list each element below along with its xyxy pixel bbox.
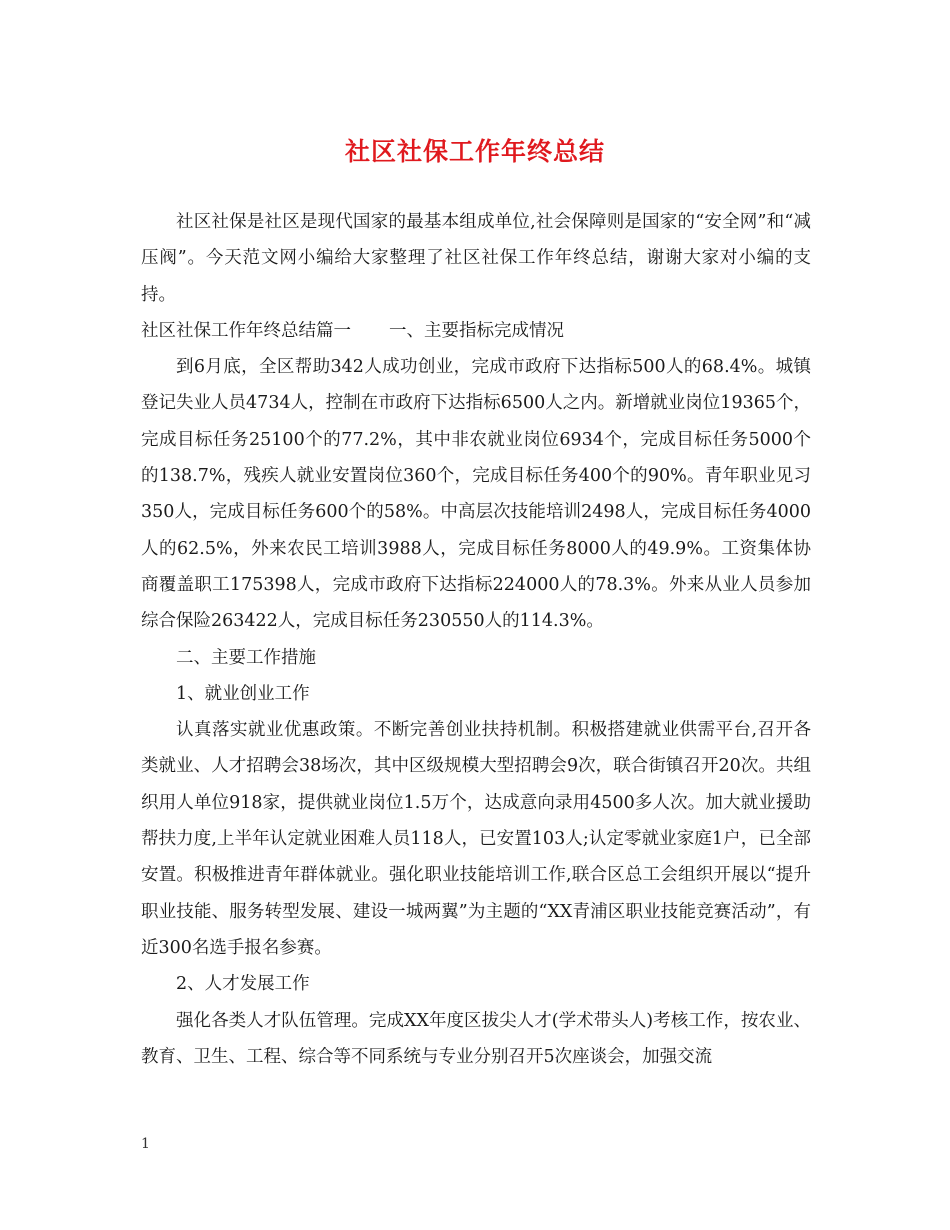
employment-paragraph: 认真落实就业优惠政策。不断完善创业扶持机制。积极搭建就业供需平台,召开各类就业、人才招聘会38场次，其中区级规模大型招聘会9次，联合街镇召开20次。共组织用人单位918家，提供就业岗位1.5万个，达成意向录用4500多人次。加大就业援助帮扶力度,上半年认定就业困难人员118人，已安置103人;认定零就业家庭1户，已全部安置。积极推进青年群体就业。强化职业技能培训工作,联合区总工会组织开展以“提升职业技能、服务转型发展、建设一城两翼”为主题的“XX青浦区职业技能竞赛活动”，有近300名选手报名参赛。 xyxy=(141,720,811,958)
document-body xyxy=(141,204,811,1075)
talent-paragraph: 强化各类人才队伍管理。完成XX年度区拔尖人才(学术带头人)考核工作，按农业、教育、卫生、工程、综合等不同系统与专业分别召开5次座谈会，加强交流 xyxy=(141,1010,811,1067)
document-title: 社区社保工作年终总结 xyxy=(344,137,605,166)
talent-heading: 2、人才发展工作 xyxy=(176,974,310,995)
section-label-line xyxy=(141,313,811,349)
measures-heading: 二、主要工作措施 xyxy=(176,647,316,668)
section-heading: 一、主要指标完成情况 xyxy=(389,320,564,341)
page-number: 1 xyxy=(141,1136,150,1152)
indicators-paragraph: 到6月底，全区帮助342人成功创业，完成市政府下达指标500人的68.4%。城镇登记失业人员4734人，控制在市政府下达指标6500人之内。新增就业岗位19365个，完成目标任务25100个的77.2%，其中非农就业岗位6934个，完成目标任务5000个的138.7%，残疾人就业安置岗位360个，完成目标任务400个的90%。青年职业见习350人，完成目标任务600个的58%。中高层次技能培训2498人，完成目标任务4000人的62.5%，外来农民工培训3988人，完成目标任务8000人的49.9%。工资集体协商覆盖职工175398人，完成市政府下达指标224000人的78.3%。外来从业人员参加综合保险263422人，完成目标任务230550人的114.3%。 xyxy=(141,357,811,632)
employment-heading: 1、就业创业工作 xyxy=(176,683,310,704)
intro-paragraph: 社区社保是社区是现代国家的最基本组成单位,社会保障则是国家的“安全网”和“减压阀”。今天范文网小编给大家整理了社区社保工作年终总结，谢谢大家对小编的支持。 xyxy=(141,212,811,305)
section-label: 社区社保工作年终总结篇一 xyxy=(141,320,351,341)
